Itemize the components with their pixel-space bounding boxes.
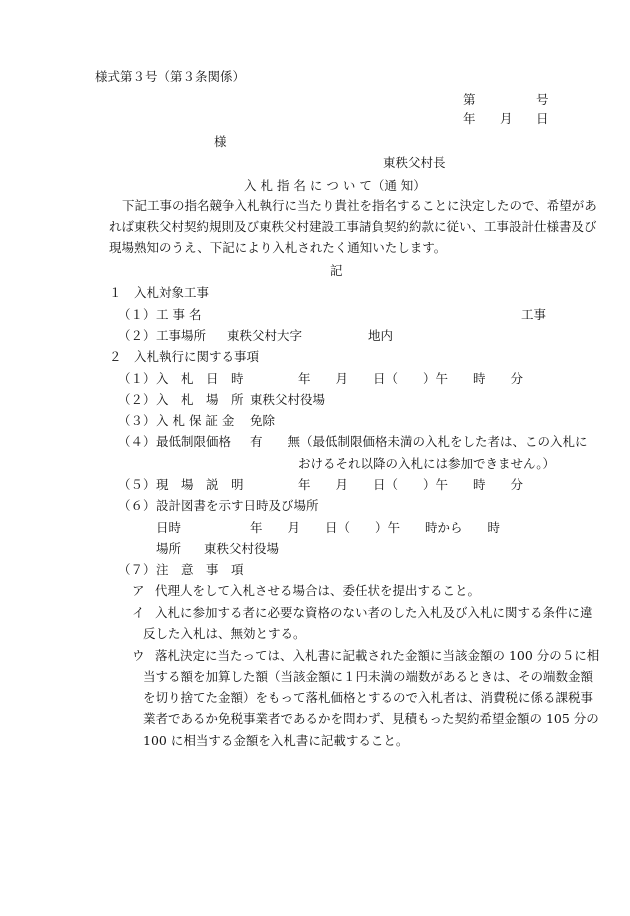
s2-item5-value: 年 月 日（ ）午 時 分 (298, 477, 524, 492)
note-i-mark: イ (132, 605, 145, 620)
s2-item1-label: 入 札 日 時 (156, 371, 244, 386)
s1-item2-value: 東秩父村大字 (227, 328, 303, 343)
form-number: 様式第３号（第３条関係） (95, 69, 246, 84)
s2-item6-datetime-value: 年 月 日（ ）午 時から 時 (250, 520, 501, 535)
sender: 東秩父村長 (383, 155, 446, 170)
body-line-3: 現場熟知のうえ、下記により入札されたく通知いたします。 (109, 240, 447, 255)
s2-item2-num: （２） (118, 392, 156, 407)
s2-item4-value-cont: おけるそれ以降の入札には参加できません。） (298, 456, 556, 471)
s2-item6-place-value: 東秩父村役場 (204, 541, 280, 556)
note-u-mark: ウ (132, 648, 145, 663)
note-u-text-1: 落札決定に当たっては、入札書に記載された金額に当該金額の 100 分の５に相 (155, 648, 600, 663)
date-month: 月 (500, 111, 513, 126)
s2-item6-label: 設計図書を示す日時及び場所 (156, 498, 319, 513)
date-day: 日 (536, 111, 549, 126)
section-1-heading: １ 入札対象工事 (109, 285, 210, 300)
s2-item4-value: 有 無（最低制限価格未満の入札をした者は、この入札に (250, 434, 588, 449)
document-title: 入 札 指 名 に つ い て（通 知） (244, 178, 426, 193)
s2-item2-value: 東秩父村役場 (250, 392, 326, 407)
body-line-2: れば東秩父村契約規則及び東秩父村建設工事請負契約約款に従い、工事設計仕様書及び (109, 219, 597, 234)
note-u-text-5: 100 に相当する金額を入札書に記載すること。 (143, 733, 409, 748)
s2-item2-label: 入 札 場 所 (156, 392, 244, 407)
s1-item1-suffix: 工事 (521, 307, 547, 322)
s2-item3-num: （３） (118, 413, 156, 428)
s2-item7-label: 注 意 事 項 (156, 562, 244, 577)
s2-item5-label: 現 場 説 明 (156, 477, 244, 492)
s2-item1-num: （１） (118, 371, 156, 386)
s2-item1-value: 年 月 日（ ）午 時 分 (298, 371, 524, 386)
note-i-text-2: 反した入札は、無効とする。 (143, 626, 306, 641)
doc-number-dai: 第 (463, 92, 476, 107)
s2-item6-datetime-label: 日時 (156, 520, 182, 535)
ki-heading: 記 (330, 263, 343, 278)
addressee-sama: 様 (214, 134, 227, 149)
s1-item2-label: 工事場所 (156, 328, 207, 343)
s2-item7-num: （７） (118, 562, 156, 577)
note-i-text-1: 入札に参加する者に必要な資格のない者のした入札及び入札に関する条件に違 (155, 605, 593, 620)
s2-item5-num: （５） (118, 477, 156, 492)
s2-item3-label: 入 札 保 証 金 (156, 413, 235, 428)
section-2-heading: ２ 入札執行に関する事項 (109, 349, 260, 364)
note-u-text-2: 当する額を加算した額（当該金額に１円未満の端数があるときは、その端数金額 (143, 669, 594, 684)
body-line-1: 下記工事の指名競争入札執行に当たり貴社を指名することに決定したので、希望があ (122, 198, 597, 213)
s2-item6-place-label: 場所 (156, 541, 182, 556)
date-year: 年 (463, 111, 476, 126)
s2-item4-label: 最低制限価格 (156, 434, 232, 449)
s1-item1-label: 工 事 名 (156, 307, 202, 322)
s2-item4-num: （４） (118, 434, 156, 449)
note-u-text-3: を切り捨てた金額）をもって落札価格とするので入札者は、消費税に係る課税事 (143, 690, 594, 705)
note-u-text-4: 業者であるか免税事業者であるかを問わず、見積もった契約希望金額の 105 分の (143, 711, 599, 726)
s1-item1-num: （１） (118, 307, 156, 322)
s1-item2-num: （２） (118, 328, 156, 343)
doc-number-go: 号 (536, 92, 549, 107)
s2-item3-value: 免除 (250, 413, 276, 428)
note-a-text: 代理人をして入札させる場合は、委任状を提出すること。 (155, 583, 481, 598)
s2-item6-num: （６） (118, 498, 156, 513)
s1-item2-suffix: 地内 (368, 328, 394, 343)
note-a-mark: ア (132, 583, 145, 598)
